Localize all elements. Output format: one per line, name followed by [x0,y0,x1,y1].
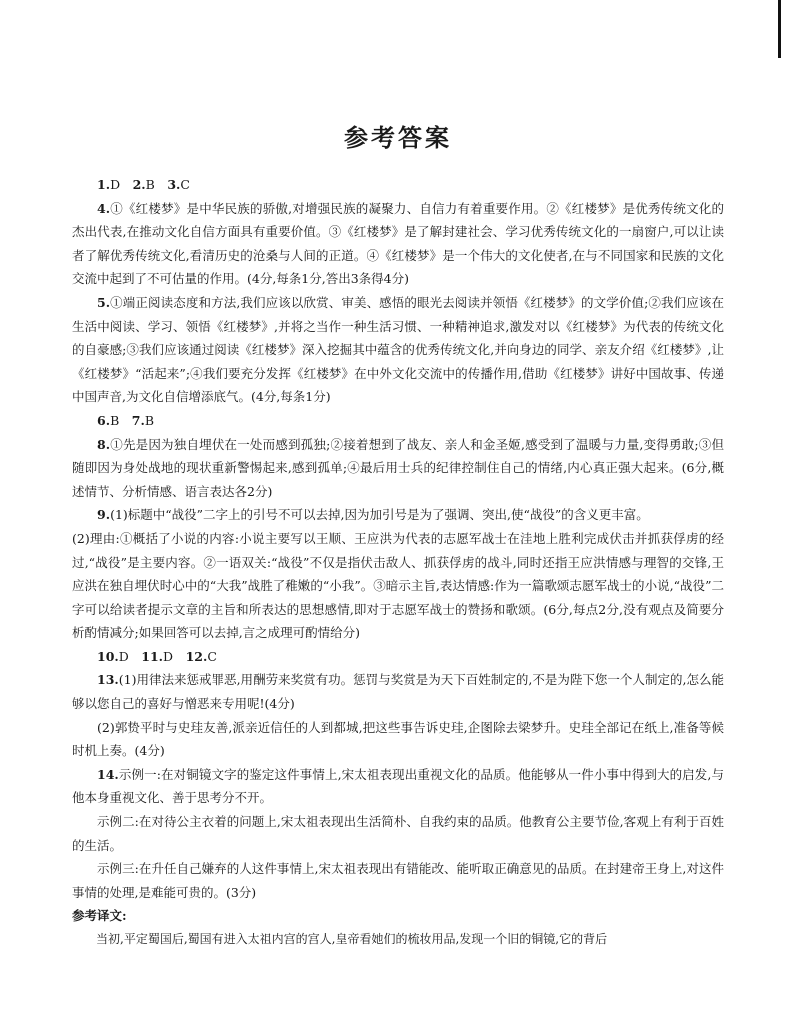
answer-9-part2 [72,527,724,645]
answers-1-3 [72,173,724,197]
answer-text: B [110,412,132,428]
answer-number: 3. [167,177,181,192]
answer-text: D [110,177,133,192]
answer-9-part1 [72,503,724,527]
answer-number: 5. [97,294,111,310]
answer-text: (1)用律法来惩戒罪恶,用酬劳来奖赏有功。惩罚与奖赏是为天下百姓制定的,不是为陛下您一个人制定的,怎么能够以您自己的喜好与憎恶来专用呢!(4分) [72,672,724,712]
answer-number: 14. [97,766,119,782]
answer-14-example3 [72,857,724,904]
answer-13-part2 [72,716,724,763]
answers-10-12 [72,645,724,669]
answer-text: D [163,648,186,664]
answer-13-part1 [72,668,724,715]
answer-text: C [180,177,190,192]
answer-text: (2)郭贽平时与史珪友善,派亲近信任的人到都城,把这些事告诉史珪,企图除去梁梦升。史珪全部记在纸上,准备等候时机上奏。(4分) [72,719,724,759]
answer-text: 示例三:在升任自己嫌弃的人这件事情上,宋太祖表现出有错能改、能听取正确意见的品质。在封建帝王身上,对这件事情的处理,是难能可贵的。(3分) [72,861,724,900]
answer-number: 1. [97,177,111,192]
scan-edge-line [778,0,781,58]
answer-text: 示例一:在对铜镜文字的鉴定这件事情上,宋太祖表现出重视文化的品质。他能够从一件小事中得到大的启发,与他本身重视文化、善于思考分不开。 [72,766,724,806]
answer-8 [72,433,724,504]
answer-number: 6. [97,412,111,428]
answer-text: C [207,648,217,664]
answer-number: 11. [141,648,164,664]
answer-text: ①先是因为独自埋伏在一处而感到孤独;②接着想到了战友、亲人和金圣姬,感受到了温暖与力量,变得勇敢;③但随即因为身处战地的现状重新警惕起来,感到孤单;④最后用士兵的纪律控制住自己的情绪,内心真正强大起来。(6分,概述情节、分析情感、语言表达各2分) [72,436,724,499]
answer-number: 8. [97,436,111,452]
answer-number: 10. [97,648,119,664]
answer-text: ①《红楼梦》是中华民族的骄傲,对增强民族的凝聚力、自信力有着重要作用。②《红楼梦》是优秀传统文化的杰出代表,在推动文化自信方面具有重要价值。③《红楼梦》是了解封建社会、学习优秀传统文化的一扇窗户,可以让读者了解优秀传统文化,看清历史的沧桑与人间的正道。④《红楼梦》是一个伟大的文化使者,在与不同国家和民族的文化交流中起到了不可估量的作用。(4分,每条1分,答出3条得4分) [72,200,724,287]
answer-number: 7. [131,412,145,428]
answer-text: B [144,412,154,428]
answer-text: B [145,177,168,192]
page-title: 参考答案 [344,123,452,152]
translation-heading: 参考译文: [72,908,127,924]
translation-text: 当初,平定蜀国后,蜀国有进入太祖内宫的宫人,皇帝看她们的梳妆用品,发现一个旧的铜镜,它的背后 [96,932,608,946]
answer-number: 12. [185,648,208,664]
answer-text: (1)标题中“战役”二字上的引号不可以去掉,因为加引号是为了强调、突出,使“战役”的含义更丰富。 [110,507,649,523]
answers-6-7 [72,409,724,433]
answer-text: (2)理由:①概括了小说的内容:小说主要写以王顺、王应洪为代表的志愿军战士在洼地上胜利完成伏击并抓获俘虏的经过,“战役”是主要内容。②一语双关:“战役”不仅是指伏击敌人、抓获俘虏的战斗,同时还指王应洪情感与理智的交锋,王应洪在独自埋伏时心中的“大我”战胜了稚嫩的“小我”。③暗示主旨,表达情感:作为一篇歌颂志愿军战士的小说,“战役”二字可以给读者提示文章的主旨和所表达的思想感情,即对于志愿军战士的赞扬和歌颂。(6分,每点2分,没有观点及简要分析酌情减分;如果回答可以去掉,言之成理可酌情给分) [72,530,724,641]
answer-text: D [118,648,142,664]
answer-14-example2 [72,810,724,857]
answer-page [72,118,724,952]
answer-number: 4. [97,200,111,216]
answer-number: 9. [97,507,111,523]
answer-number: 13. [97,672,119,688]
answer-14-example1 [72,763,724,810]
answer-5 [72,291,724,409]
answer-text: ①端正阅读态度和方法,我们应该以欣赏、审美、感悟的眼光去阅读并领悟《红楼梦》的文学价值;②我们应该在生活中阅读、学习、领悟《红楼梦》,并将之当作一种生活习惯、一种精神追求,激发对以《红楼梦》为代表的传统文化的自豪感;③我们应该通过阅读《红楼梦》深入挖掘其中蕴含的优秀传统文化,并向身边的同学、亲友介绍《红楼梦》,让《红楼梦》“活起来”;④我们要充分发挥《红楼梦》在中外文化交流中的传播作用,借助《红楼梦》讲好中国故事、传递中国声音,为文化自信增添底气。(4分,每条1分) [72,294,724,405]
answer-4 [72,197,724,291]
answer-number: 2. [132,177,146,192]
answer-text: 示例二:在对待公主衣着的问题上,宋太祖表现出生活简朴、自我约束的品质。他教育公主要节俭,客观上有利于百姓的生活。 [72,814,724,853]
